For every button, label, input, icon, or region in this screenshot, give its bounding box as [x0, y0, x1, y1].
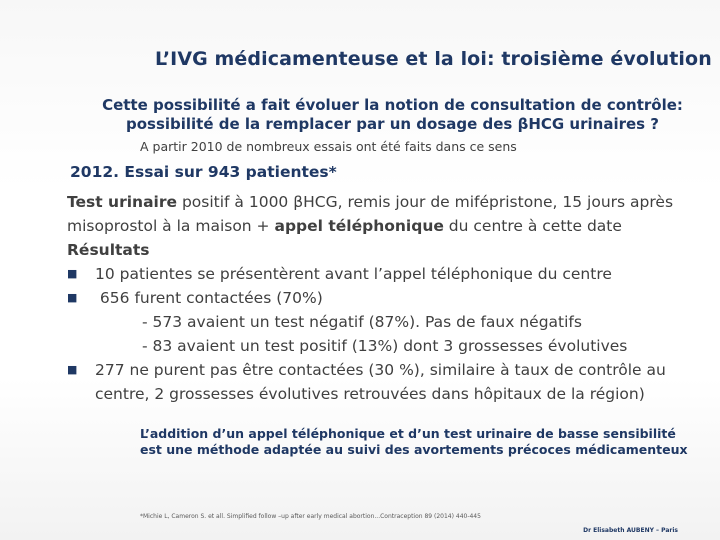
square-bullet-icon: ■	[67, 363, 78, 376]
result-bullet-1	[67, 262, 697, 286]
subheading: A partir 2010 de nombreux essais ont été faits dans ce sens	[140, 139, 517, 154]
study-body	[67, 190, 697, 406]
result-bullet-2	[67, 286, 697, 310]
square-bullet-icon: ■	[67, 291, 78, 304]
result-bullet-3-cont: centre, 2 grossesses évolutives retrouvées dans hôpitaux de la région)	[95, 385, 645, 403]
author-credit: Dr Elisabeth AUBENY – Paris	[583, 527, 678, 534]
study-desc-line-1	[67, 190, 697, 214]
desc-part-3: du centre à cette date	[443, 217, 622, 235]
reference-footnote: *Michie L, Cameron S. et all. Simplified follow –up after early medical abortion...Contraception 89 (2014) 440-445	[140, 513, 481, 520]
intro-text: Cette possibilité a fait évoluer la notion de consultation de contrôle: possibilité de la remplacer par un dosage des βHCG urinaires ?	[102, 96, 683, 133]
square-bullet-icon: ■	[67, 267, 78, 280]
study-year-line: 2012. Essai sur 943 patientes*	[70, 163, 337, 181]
bullet-2-text: 656 furent contactées (70%)	[95, 289, 323, 307]
result-subitem-1: - 573 avaient un test négatif (87%). Pas de faux négatifs	[142, 313, 582, 331]
result-bullet-3	[67, 358, 697, 382]
desc-part-2: misoprostol à la maison +	[67, 217, 275, 235]
desc-bold-call: appel téléphonique	[274, 217, 444, 235]
results-heading: Résultats	[67, 241, 150, 259]
desc-bold-test: Test urinaire	[67, 193, 178, 211]
title-main: L’IVG médicamenteuse et la loi:	[155, 48, 502, 70]
study-desc-line-2	[67, 214, 697, 238]
slide-title	[155, 48, 712, 70]
conclusion-text: L’addition d’un appel téléphonique et d’un test urinaire de basse sensibilité est une méthode adaptée au suivi des avortements précoces médicamenteux	[140, 426, 688, 457]
title-emphasis: troisième évolution	[501, 48, 712, 70]
bullet-3-text: 277 ne purent pas être contactées (30 %), similaire à taux de contrôle au	[95, 361, 666, 379]
bullet-1-text: 10 patientes se présentèrent avant l’appel téléphonique du centre	[95, 265, 612, 283]
desc-part-1: positif à 1000 βHCG, remis jour de mifépristone, 15 jours après	[177, 193, 674, 211]
result-subitem-2: - 83 avaient un test positif (13%) dont 3 grossesses évolutives	[142, 337, 628, 355]
